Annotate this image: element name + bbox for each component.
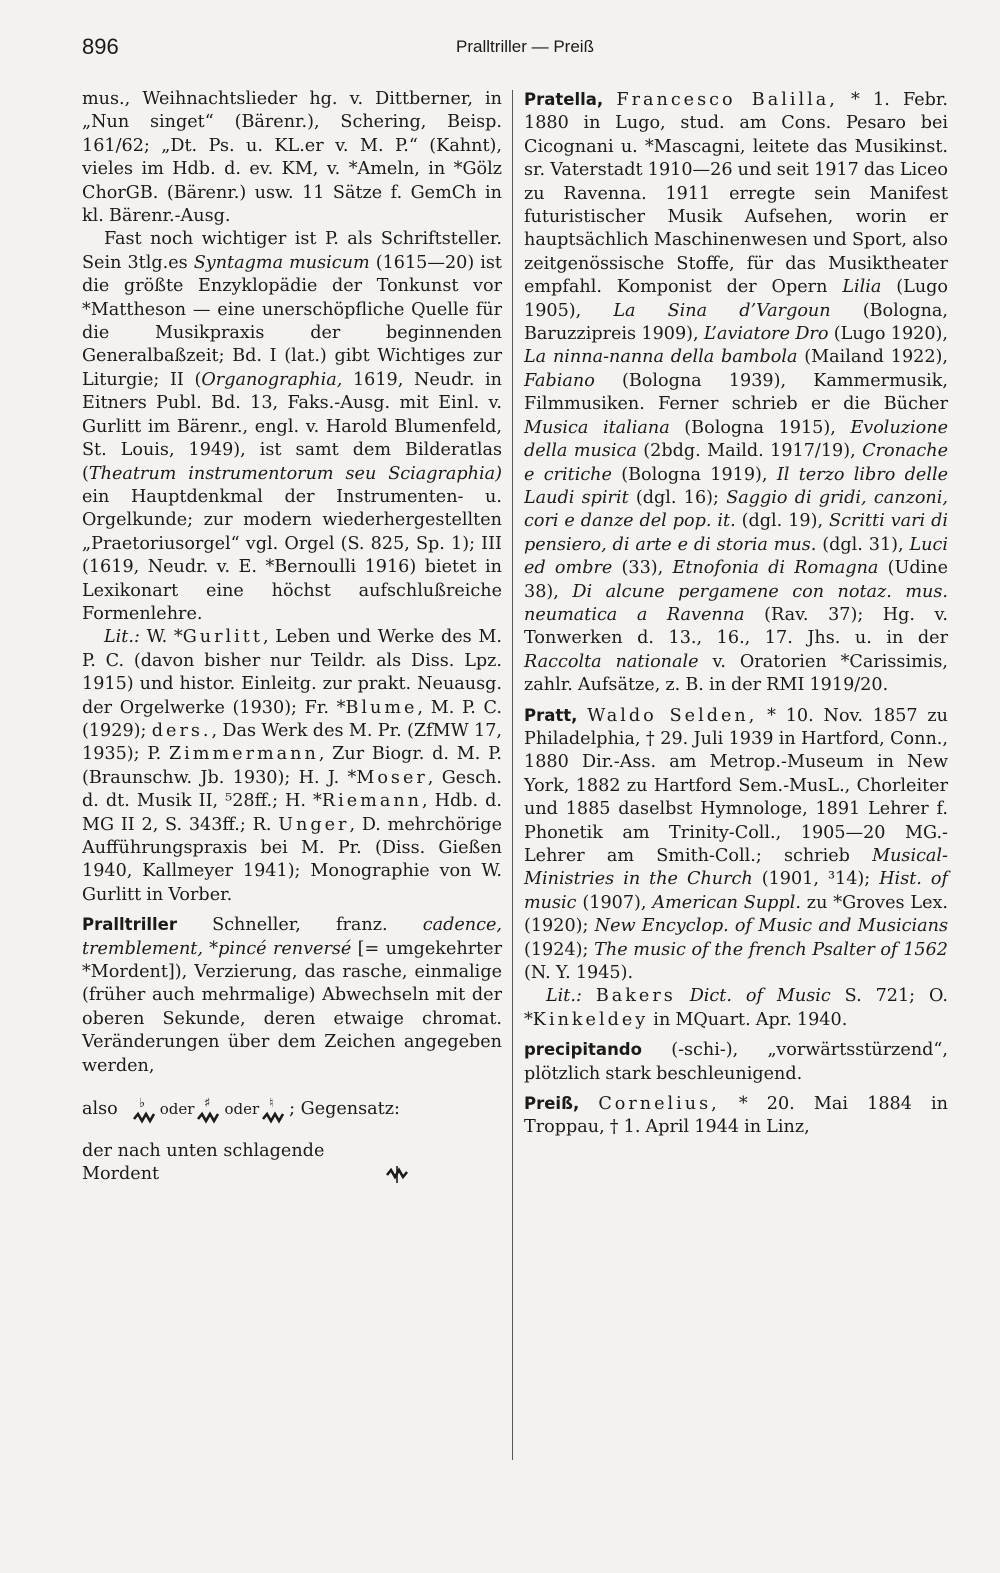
headword-preiss: Preiß, <box>524 1094 580 1114</box>
right-column <box>524 88 948 1140</box>
headword-pralltriller: Pralltriller <box>82 915 177 935</box>
column-divider <box>512 90 513 1460</box>
entry-pratt: Pratt, Waldo Selden, * 10. Nov. 1857 zu Philadelphia, † 29. Juli 1939 in Hartford, Conn., 1880 Dir.-Ass. am Metrop.-Museum in New York, 1882 zu Hartford Sem.-MusL., Chorleiter und 1885 daselbst Hymnologe, 1891 Lehrer f. Phonetik am Trinity-Coll., 1905—20 MG.-Lehrer am Smith-Coll.; schrieb Musical-Ministries in the Church (1901, ³14); Hist. of music (1907), American Suppl. zu *Groves Lex. (1920); New Encyclop. of Music and Musicians (1924); The music of the french Psalter of 1562 (N. Y. 1945). <box>524 705 949 984</box>
pralltriller-sharp-icon <box>196 1095 222 1125</box>
page-number: 896 <box>82 34 119 59</box>
entry-precipitando: precipitando (-schi-), „vorwärtsstürzend“, plötzlich stark beschleunigend. <box>524 1040 948 1084</box>
pralltriller-flat-icon <box>132 1095 158 1125</box>
praetorius-writer-paragraph: Fast noch wichtiger ist P. als Schriftsteller. Sein 3tlg.es Syntagma musicum (1615—20) ist die größte Enzyklopädie der Tonkunst vor *Mattheson — eine unerschöpfliche Quelle für die Musikpraxis der beginnenden Generalbaßzeit; Bd. I (lat.) gibt Wichtiges zur Liturgie; II (Organographia, 1619, Neudr. in Eitners Publ. Bd. 13, Faks.-Ausg. mit Einl. v. Gurlitt im Bärenr., engl. v. Harold Blumenfeld, St. Louis, 1949), ist samt dem Bilderatlas (Theatrum instrumentorum seu Sciagraphia) ein Hauptdenkmal der Instrumenten- u. Orgelkunde; zur modern wiederhergestellten „Praetoriusorgel“ vgl. Orgel (S. 825, Sp. 1); III (1619, Neudr. v. E. *Bernoulli 1916) bietet in Lexikonart eine höchst aufschlußreiche Formenlehre. <box>82 229 502 624</box>
praetorius-literature-paragraph: Lit.: W. *Gurlitt, Leben und Werke des M. P. C. (davon bisher nur Teildr. als Diss. Lpz. 1915) und histor. Einleitg. zur prakt. Neuausg. der Orgelwerke (1930); Fr. *Blume, M. P. C. (1929); ders., Das Werk des M. Pr. (ZfMW 17, 1935); P. Zimmermann, Zur Biogr. d. M. P. (Braunschw. Jb. 1930); H. J. *Moser, Gesch. d. dt. Musik II, ⁵28ff.; H. *Riemann, Hdb. d. MG II 2, S. 343ff.; R. Unger, D. mehrchörige Aufführungspraxis bei M. Pr. (Diss. Gießen 1940, Kallmeyer 1941); Monographie von W. Gurlitt in Vorber. <box>82 627 503 905</box>
running-head: Pralltriller — Preiß <box>456 37 594 56</box>
page-header <box>82 34 948 64</box>
entry-preiss: Preiß, Cornelius, * 20. Mai 1884 in Troppau, † 1. April 1944 in Linz, <box>524 1094 948 1138</box>
entry-pralltriller: Pralltriller Schneller, franz. cadence, tremblement, *pincé renversé [= umgekehrter *Mordent]), Verzierung, das rasche, einmalige (früher auch mehrmalige) Abwechseln mit der oberen Sekunde, deren etwaige chromat. Veränderungen über dem Zeichen angegeben werden, <box>82 915 503 1076</box>
svg-text:♮: ♮ <box>269 1096 274 1112</box>
mordent-line: der nach unten schlagende Mordent <box>82 1140 502 1187</box>
pratt-literature: Lit.: Bakers Dict. of Music S. 721; O. *Kinkeldey in MQuart. Apr. 1940. <box>524 986 948 1030</box>
headword-pratella: Pratella, <box>524 90 604 109</box>
headword-pratt: Pratt, <box>524 705 578 725</box>
mordent-icon <box>384 1140 410 1187</box>
pralltriller-natural-icon <box>261 1095 287 1125</box>
svg-text:♯: ♯ <box>204 1096 211 1112</box>
svg-text:♭: ♭ <box>138 1096 145 1112</box>
entry-pratella: Pratella, Francesco Balilla, * 1. Febr. 1880 in Lugo, stud. am Cons. Pesaro bei Cicognani u. *Mascagni, leitete das Musikinst. sr. Vaterstadt 1910—26 und seit 1917 das Liceo zu Ravenna. 1911 erregte sein Manifest futuristischer Musik Aufsehen, worin er hauptsächlich Maschinenwesen und Sport, also zeitgenössische Stoffe, für das Musiktheater empfahl. Komponist der Opern Lilia (Lugo 1905), La Sina d’Vargoun (Bologna, Baruzzipreis 1909), L’aviatore Dro (Lugo 1920), La ninna-nanna della bambola (Mailand 1922), Fabiano (Bologna 1939), Kammermusik, Filmmusiken. Ferner schrieb er die Bücher Musica italiana (Bologna 1915), Evoluzione della musica (2bdg. Maild. 1917/19), Cronache e critiche (Bologna 1919), Il terzo libro delle Laudi spirit (dgl. 16); Saggio di gridi, canzoni, cori e danze del pop. it. (dgl. 19), Scritti vari di pensiero, di arte e di storia mus. (dgl. 31), Luci ed ombre (33), Etnofonia di Romagna (Udine 38), Di alcune pergamene con notaz. mus. neumatica a Ravenna (Rav. 37); Hg. v. Tonwerken d. 13., 16., 17. Jhs. u. in der Raccolta nationale v. Oratorien *Carissimis, zahlr. Aufsätze, z. B. in der RMI 1919/20. <box>524 90 949 696</box>
left-column <box>82 88 502 1187</box>
praetorius-works-paragraph: mus., Weihnachtslieder hg. v. Dittberner, in „Nun singet“ (Bärenr.), Schering, Beisp. 161/62; „Dt. Ps. u. KL.er v. M. P.“ (Kahnt), vieles im Hdb. d. ev. KM, v. *Ameln, in *Gölz ChorGB. (Bärenr.) usw. 11 Sätze f. GemCh in kl. Bärenr.-Ausg. <box>82 89 502 227</box>
headword-precipitando: precipitando <box>524 1040 642 1060</box>
ornament-symbols-line: also ♭ oder ♯ oder ♮ ; Gegensatz: <box>82 1090 502 1130</box>
